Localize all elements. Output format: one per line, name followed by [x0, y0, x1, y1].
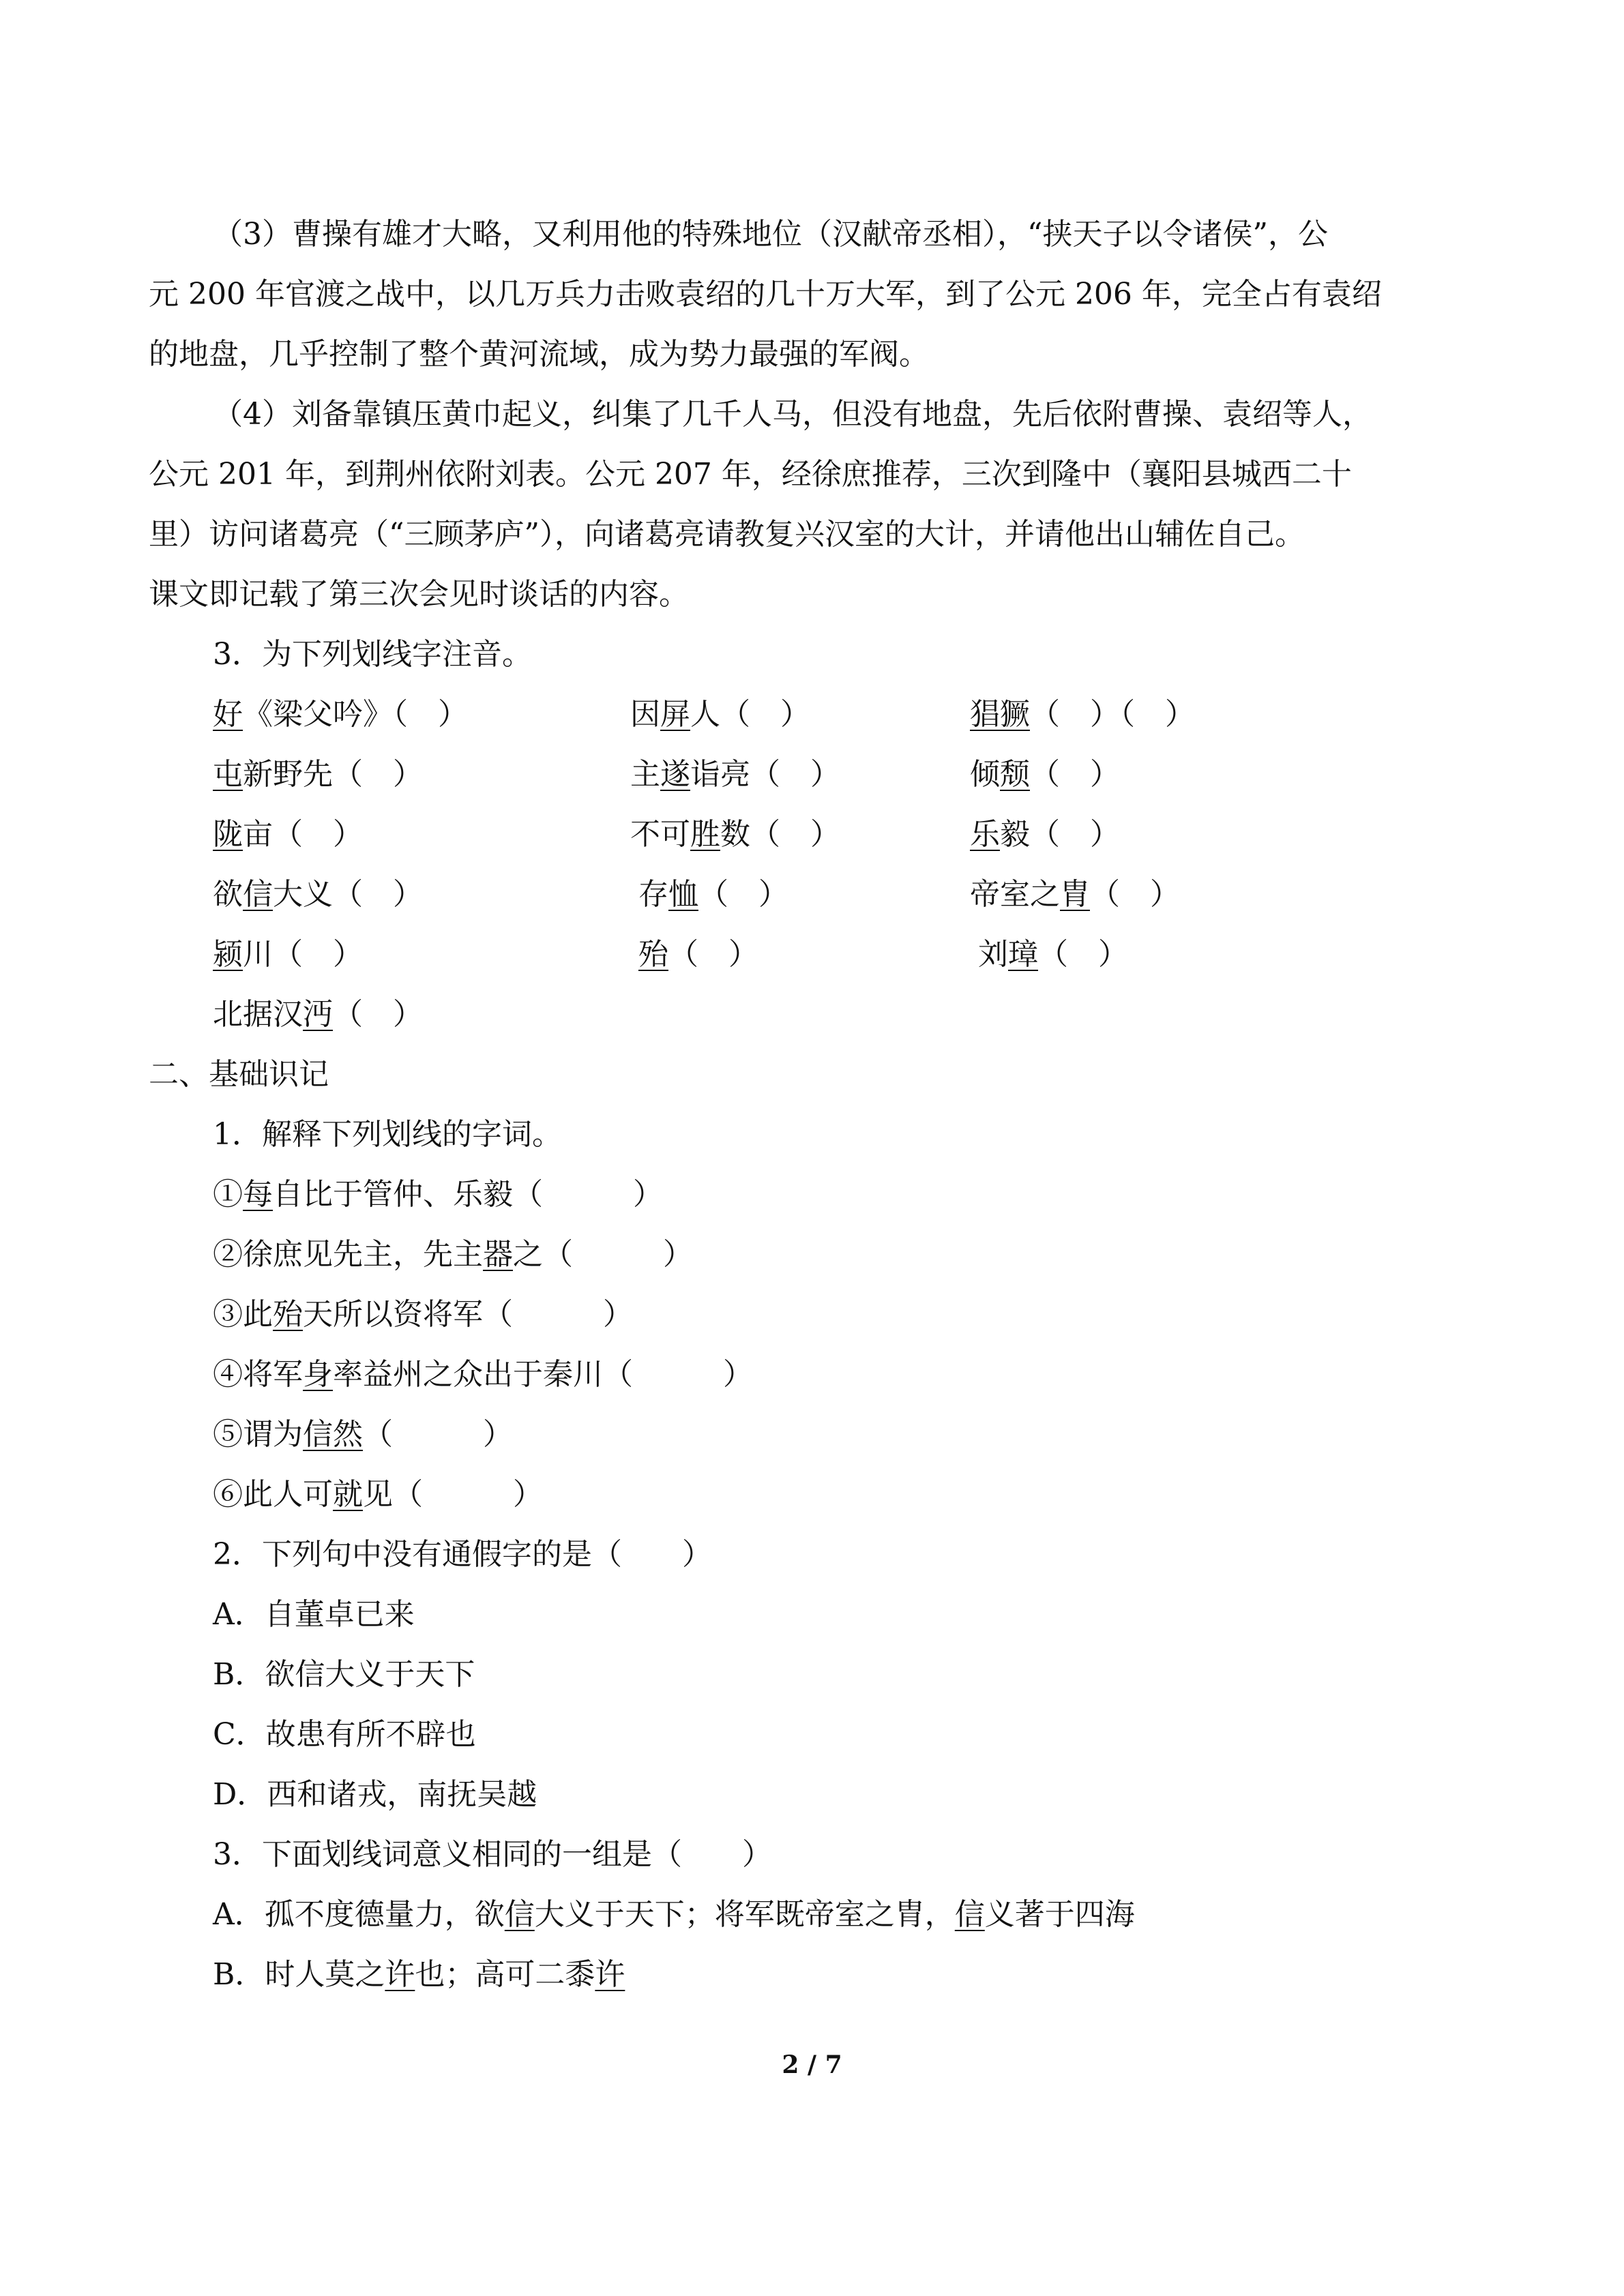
explain-item: ⑤谓为信然（ ） [213, 1417, 513, 1452]
pinyin-row [213, 865, 1486, 925]
paragraph-4-line-2: 公元 201 年，到荆州依附刘表。公元 207 年，经徐庶推荐，三次到隆中（襄阳县城西二十 [149, 457, 1352, 492]
section-2-heading: 二、基础识记 [149, 1057, 329, 1092]
pinyin-item: 乐毅（ ） [970, 817, 1120, 852]
explain-item: ③此殆天所以资将军（ ） [213, 1297, 633, 1332]
explain-item: ②徐庶见先主，先主器之（ ） [213, 1237, 693, 1272]
paragraph-3-line-3: 的地盘，几乎控制了整个黄河流域，成为势力最强的军阀。 [149, 337, 929, 372]
pinyin-item: 因屏人（ ） [630, 697, 810, 732]
pinyin-item: 北据汉沔（ ） [213, 997, 423, 1032]
option-c: C．故患有所不辟也 [213, 1717, 476, 1752]
paragraph-4-line-1: （4）刘备靠镇压黄巾起义，纠集了几千人马，但没有地盘，先后依附曹操、袁绍等人， [213, 397, 1372, 432]
explain-item: ⑥此人可就见（ ） [213, 1477, 543, 1512]
pinyin-item: 殆（ ） [638, 937, 758, 972]
pinyin-item: 刘璋（ ） [978, 937, 1128, 972]
pinyin-item: 猖獗（ ）（ ） [970, 697, 1195, 732]
option-d: D．西和诸戎，南抚吴越 [213, 1777, 537, 1812]
paragraph-4-line-3: 里）访问诸葛亮（“三顾茅庐”），向诸葛亮请教复兴汉室的大计，并请他出山辅佐自己。 [149, 517, 1305, 552]
question-3-title: 3．为下列划线字注音。 [213, 637, 532, 672]
pinyin-item: 主遂诣亮（ ） [630, 757, 840, 792]
pinyin-item: 欲信大义（ ） [213, 877, 423, 912]
option-b: B．欲信大义于天下 [213, 1657, 475, 1692]
s2-question-3-title: 3．下面划线词意义相同的一组是（ ） [213, 1837, 772, 1872]
pinyin-row [213, 805, 1486, 865]
explain-item: ①每自比于管仲、乐毅（ ） [213, 1177, 663, 1212]
pinyin-row [213, 685, 1486, 745]
pinyin-item: 帝室之胄（ ） [970, 877, 1180, 912]
explain-item: ④将军身率益州之众出于秦川（ ） [213, 1357, 753, 1392]
pinyin-item: 不可胜数（ ） [630, 817, 840, 852]
option-a: A．孤不度德量力，欲信大义于天下；将军既帝室之胄，信义著于四海 [213, 1897, 1135, 1932]
pinyin-item: 陇亩（ ） [213, 817, 363, 852]
pinyin-row [213, 985, 1486, 1045]
pinyin-item: 颍川（ ） [213, 937, 363, 972]
paragraph-4-line-4: 课文即记载了第三次会见时谈话的内容。 [149, 577, 689, 612]
pinyin-row [213, 925, 1486, 985]
pinyin-item: 屯新野先（ ） [213, 757, 423, 792]
pinyin-row [213, 745, 1486, 805]
pinyin-item: 倾颓（ ） [970, 757, 1120, 792]
option-a: A．自董卓已来 [213, 1597, 415, 1632]
pinyin-item: 存恤（ ） [638, 877, 788, 912]
s2-question-2-title: 2．下列句中没有通假字的是（ ） [213, 1537, 712, 1572]
s2-question-1-title: 1．解释下列划线的字词。 [213, 1117, 562, 1152]
option-b: B．时人莫之许也；高可二黍许 [213, 1957, 625, 1992]
page-number: 2 / 7 [782, 2051, 842, 2079]
paragraph-3-line-1: （3）曹操有雄才大略，又利用他的特殊地位（汉献帝丞相），“挟天子以令诸侯”，公 [213, 217, 1328, 252]
paragraph-3-line-2: 元 200 年官渡之战中，以几万兵力击败袁绍的几十万大军，到了公元 206 年，完全占有袁绍 [149, 277, 1382, 312]
pinyin-item: 好《梁父吟》（ ） [213, 697, 468, 732]
